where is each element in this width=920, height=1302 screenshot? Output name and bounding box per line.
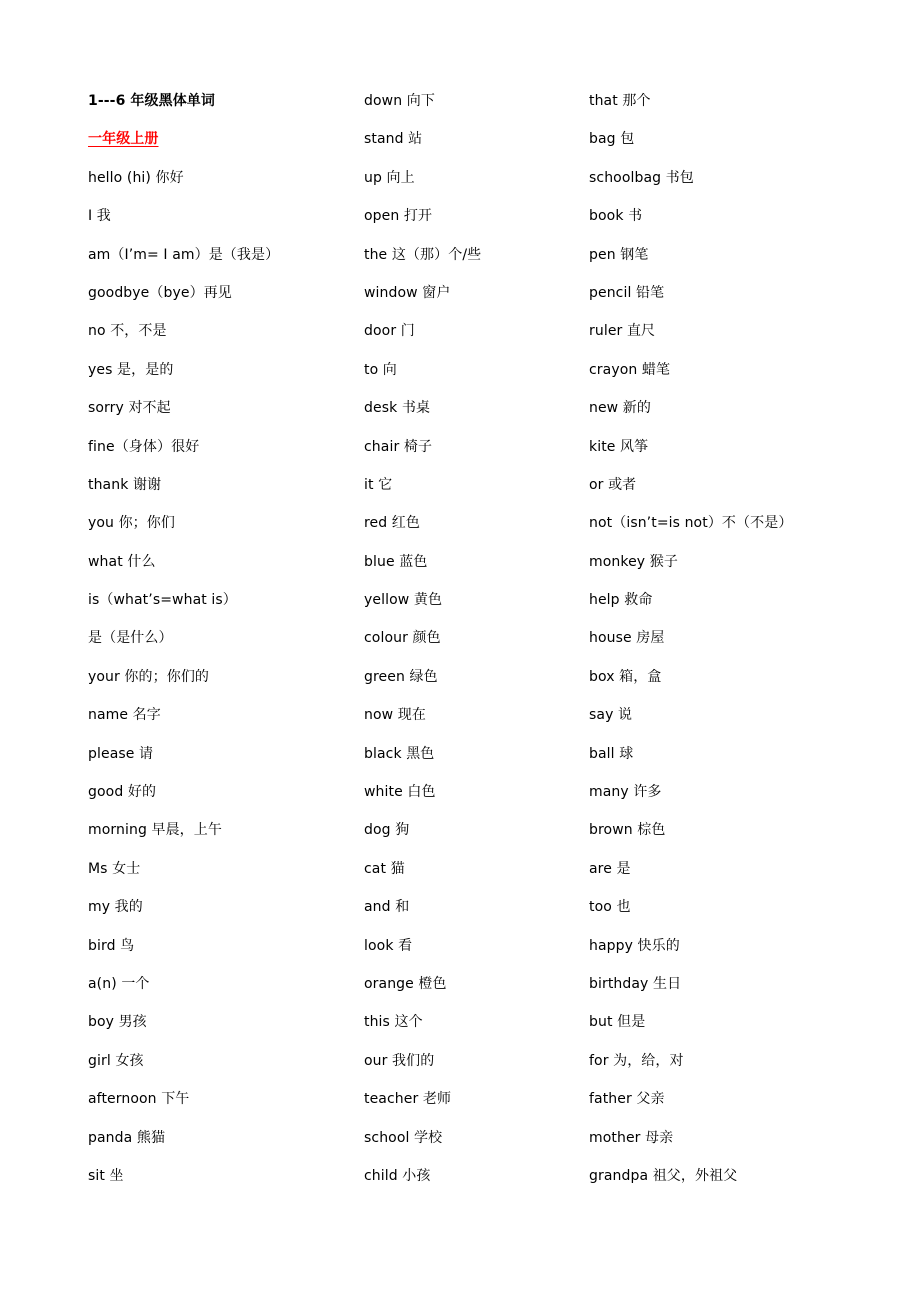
word-column-3 (589, 88, 889, 1201)
word-entry: sorry 对不起 (88, 400, 171, 417)
word-entry: what 什么 (88, 553, 156, 570)
word-entry: not（isn’t=is not）不（不是） (589, 515, 793, 532)
word-entry: school 学校 (364, 1129, 443, 1146)
word-entry: orange 橙色 (364, 975, 447, 992)
word-entry: pencil 铅笔 (589, 284, 665, 301)
word-entry: sit 坐 (88, 1167, 124, 1184)
word-entry: you 你；你们 (88, 515, 175, 532)
word-entry: down 向下 (364, 93, 435, 109)
word-entry: name 名字 (88, 707, 161, 724)
word-entry: happy 快乐的 (589, 937, 680, 954)
word-entry: panda 熊猫 (88, 1129, 166, 1146)
word-entry: goodbye（bye）再见 (88, 284, 232, 301)
word-entry: green 绿色 (364, 668, 438, 685)
word-entry: grandpa 祖父，外祖父 (589, 1167, 738, 1184)
word-entry: stand 站 (364, 131, 423, 148)
word-entry: no 不，不是 (88, 323, 167, 340)
word-column-2 (364, 88, 584, 1201)
word-entry: say 说 (589, 707, 633, 724)
word-entry: window 窗户 (364, 284, 451, 301)
document-title: 1---6 年级黑体单词 (88, 93, 215, 109)
word-entry: good 好的 (88, 784, 157, 801)
word-entry: chair 椅子 (364, 438, 433, 455)
word-entry: blue 蓝色 (364, 553, 428, 570)
word-entry: look 看 (364, 937, 413, 954)
word-entry: help 救命 (589, 592, 653, 609)
word-entry: teacher 老师 (364, 1091, 452, 1108)
word-entry: are 是 (589, 860, 631, 877)
word-entry: it 它 (364, 476, 393, 493)
word-entry: I 我 (88, 208, 111, 225)
word-entry: monkey 猴子 (589, 553, 678, 570)
word-entry: book 书 (589, 208, 643, 225)
word-entry: cat 猫 (364, 860, 405, 877)
word-entry: birthday 生日 (589, 975, 682, 992)
word-entry: fine（身体）很好 (88, 438, 200, 455)
word-entry: yellow 黄色 (364, 592, 443, 609)
word-entry: mother 母亲 (589, 1129, 674, 1146)
word-entry: afternoon 下午 (88, 1091, 190, 1108)
word-entry: crayon 蜡笔 (589, 361, 671, 378)
word-entry: too 也 (589, 899, 631, 916)
word-entry: am（I’m= I am）是（我是） (88, 246, 280, 263)
word-entry: this 这个 (364, 1014, 423, 1031)
word-entry: brown 棕色 (589, 822, 666, 839)
word-column-1 (88, 88, 358, 1201)
word-entry: thank 谢谢 (88, 476, 162, 493)
section-heading-text: 一年级上册 (88, 131, 159, 148)
word-entry: but 但是 (589, 1014, 646, 1031)
word-entry: girl 女孩 (88, 1052, 144, 1069)
word-entry: bag 包 (589, 131, 635, 148)
word-entry: the 这（那）个/些 (364, 246, 482, 263)
word-entry: hello (hi) 你好 (88, 169, 184, 186)
word-entry: Ms 女士 (88, 860, 141, 877)
word-entry: black 黑色 (364, 745, 435, 762)
word-entry: father 父亲 (589, 1091, 665, 1108)
word-entry: and 和 (364, 899, 410, 916)
word-entry: is（what’s=what is） (88, 592, 237, 609)
word-entry: kite 风筝 (589, 438, 649, 455)
word-entry: 是（是什么） (88, 630, 173, 647)
word-entry: for 为，给，对 (589, 1052, 684, 1069)
word-entry: many 许多 (589, 784, 662, 801)
word-entry: that 那个 (589, 93, 651, 109)
word-entry: morning 早晨，上午 (88, 822, 222, 839)
word-entry: desk 书桌 (364, 400, 431, 417)
word-entry: schoolbag 书包 (589, 169, 694, 186)
word-entry: our 我们的 (364, 1052, 435, 1069)
word-entry: white 白色 (364, 784, 436, 801)
section-heading (88, 126, 358, 164)
word-entry: box 箱，盒 (589, 668, 662, 685)
word-entry: open 打开 (364, 208, 433, 225)
word-entry: now 现在 (364, 707, 426, 724)
word-entry: my 我的 (88, 899, 143, 916)
word-entry: colour 颜色 (364, 630, 441, 647)
word-entry: yes 是，是的 (88, 361, 174, 378)
word-entry: to 向 (364, 361, 397, 378)
word-entry: up 向上 (364, 169, 415, 186)
word-entry: or 或者 (589, 476, 637, 493)
word-entry: please 请 (88, 745, 154, 762)
word-entry: pen 钢笔 (589, 246, 649, 263)
word-entry: ruler 直尺 (589, 323, 656, 340)
word-entry: a(n) 一个 (88, 975, 150, 992)
word-entry: new 新的 (589, 400, 651, 417)
word-entry: ball 球 (589, 745, 634, 762)
word-entry: boy 男孩 (88, 1014, 147, 1031)
word-entry: door 门 (364, 323, 415, 340)
word-entry: dog 狗 (364, 822, 410, 839)
word-entry: red 红色 (364, 515, 420, 532)
word-entry: bird 鸟 (88, 937, 135, 954)
word-entry: child 小孩 (364, 1167, 431, 1184)
word-entry: house 房屋 (589, 630, 665, 647)
word-entry: your 你的；你们的 (88, 668, 210, 685)
